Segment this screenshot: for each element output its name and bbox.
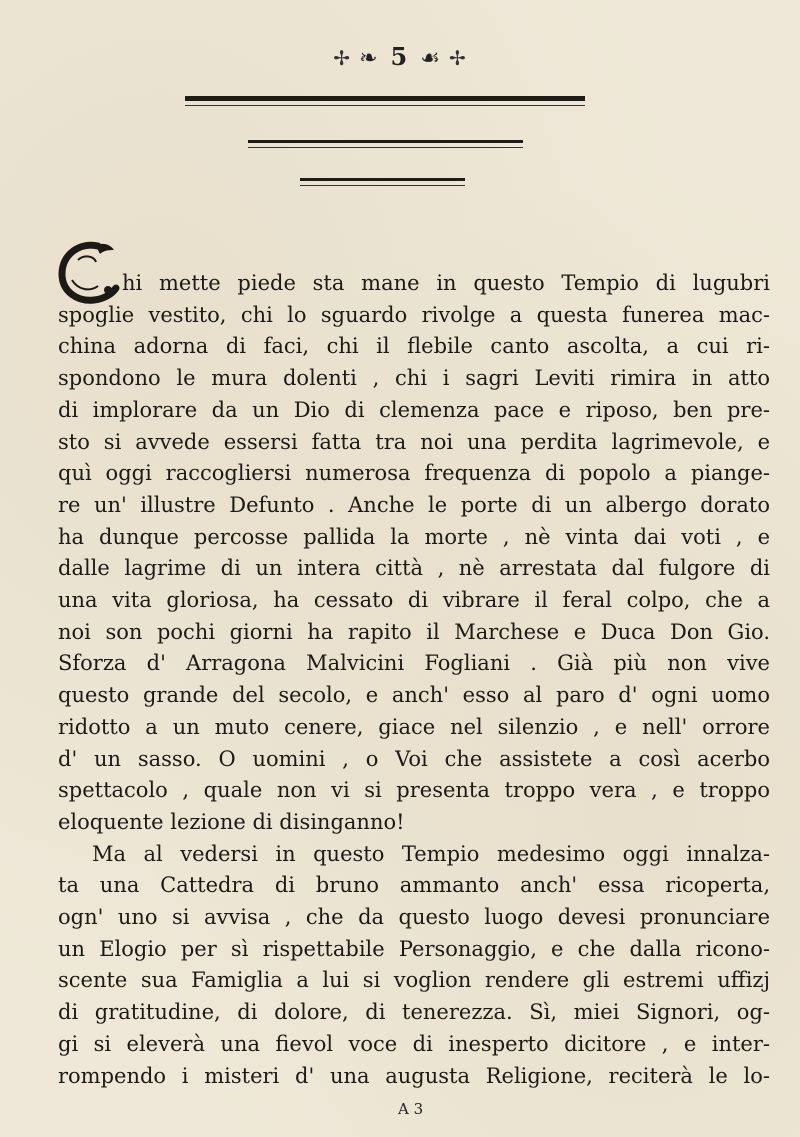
text-line: questo grande del secolo, e anch' esso al paro d' ogni uomo [58, 683, 770, 708]
text-line: scente sua Famiglia a lui si voglion rendere gli estremi uffizj [58, 968, 770, 993]
text-line: rompendo i misteri d' una augusta Religione, reciterà le lo- [58, 1063, 770, 1088]
text-line: gi si eleverà una fievol voce di inesperto dicitore , e inter- [58, 1031, 770, 1056]
text-line: ta una Cattedra di bruno ammanto anch' essa ricoperta, [58, 873, 770, 898]
header-ornament [0, 42, 800, 71]
signature-mark: A 3 [398, 1100, 424, 1118]
text-line: re un' illustre Defunto . Anche le porte di un albergo dorato [58, 492, 770, 517]
text-line: una vita gloriosa, ha cessato di vibrare il feral colpo, che a [58, 588, 770, 613]
scroll-ornament-icon: ❧ [359, 46, 379, 71]
header-rule-top [185, 96, 585, 101]
body-text [58, 268, 770, 1092]
text-line: d' un sasso. O uomini , o Voi che assistete a così acerbo [58, 746, 770, 771]
scroll-ornament-icon-right: ☙ [420, 46, 441, 71]
page-number: 5 [390, 42, 409, 71]
header-rule-middle [248, 140, 523, 143]
header-rule-bottom [300, 178, 465, 181]
text-line: Ma al vedersi in questo Tempio medesimo oggi innalza- [92, 841, 770, 866]
text-line: sto si avvede essersi fatta tra noi una perdita lagrimevole, e [58, 429, 770, 454]
text-line: un Elogio per sì rispettabile Personaggio, e che dalla ricono- [58, 936, 770, 961]
right-flourish-icon: ✢ [448, 46, 467, 70]
text-line: hi mette piede sta mane in questo Tempio di lugubri [122, 271, 770, 295]
left-flourish-icon: ✢ [333, 46, 352, 70]
text-line: Sforza d' Arragona Malvicini Fogliani . Già più non vive [58, 651, 770, 676]
text-line: ogn' uno si avvisa , che da questo luogo devesi pronunciare [58, 905, 770, 930]
text-line: quì oggi raccogliersi numerosa frequenza di popolo a piange- [58, 461, 770, 486]
text-line: di implorare da un Dio di clemenza pace e riposo, ben pre- [58, 397, 770, 422]
text-line: di gratitudine, di dolore, di tenerezza. Sì, miei Signori, og- [58, 1000, 770, 1025]
text-line: spettacolo , quale non vi si presenta troppo vera , e troppo [58, 778, 770, 803]
text-line: dalle lagrime di un intera città , nè arrestata dal fulgore di [58, 556, 770, 581]
text-line: spondono le mura dolenti , chi i sagri Leviti rimira in atto [58, 366, 770, 391]
text-line: ha dunque percosse pallida la morte , nè vinta dai voti , e [58, 524, 770, 549]
text-line: ridotto a un muto cenere, giace nel silenzio , e nell' orrore [58, 714, 770, 739]
text-line: china adorna di faci, chi il flebile canto ascolta, a cui ri- [58, 334, 770, 359]
text-line: noi son pochi giorni ha rapito il Marchese e Duca Don Gio. [58, 619, 770, 644]
text-line: eloquente lezione di disinganno! [58, 809, 405, 834]
text-line: spoglie vestito, chi lo sguardo rivolge a questa funerea mac- [58, 302, 770, 327]
